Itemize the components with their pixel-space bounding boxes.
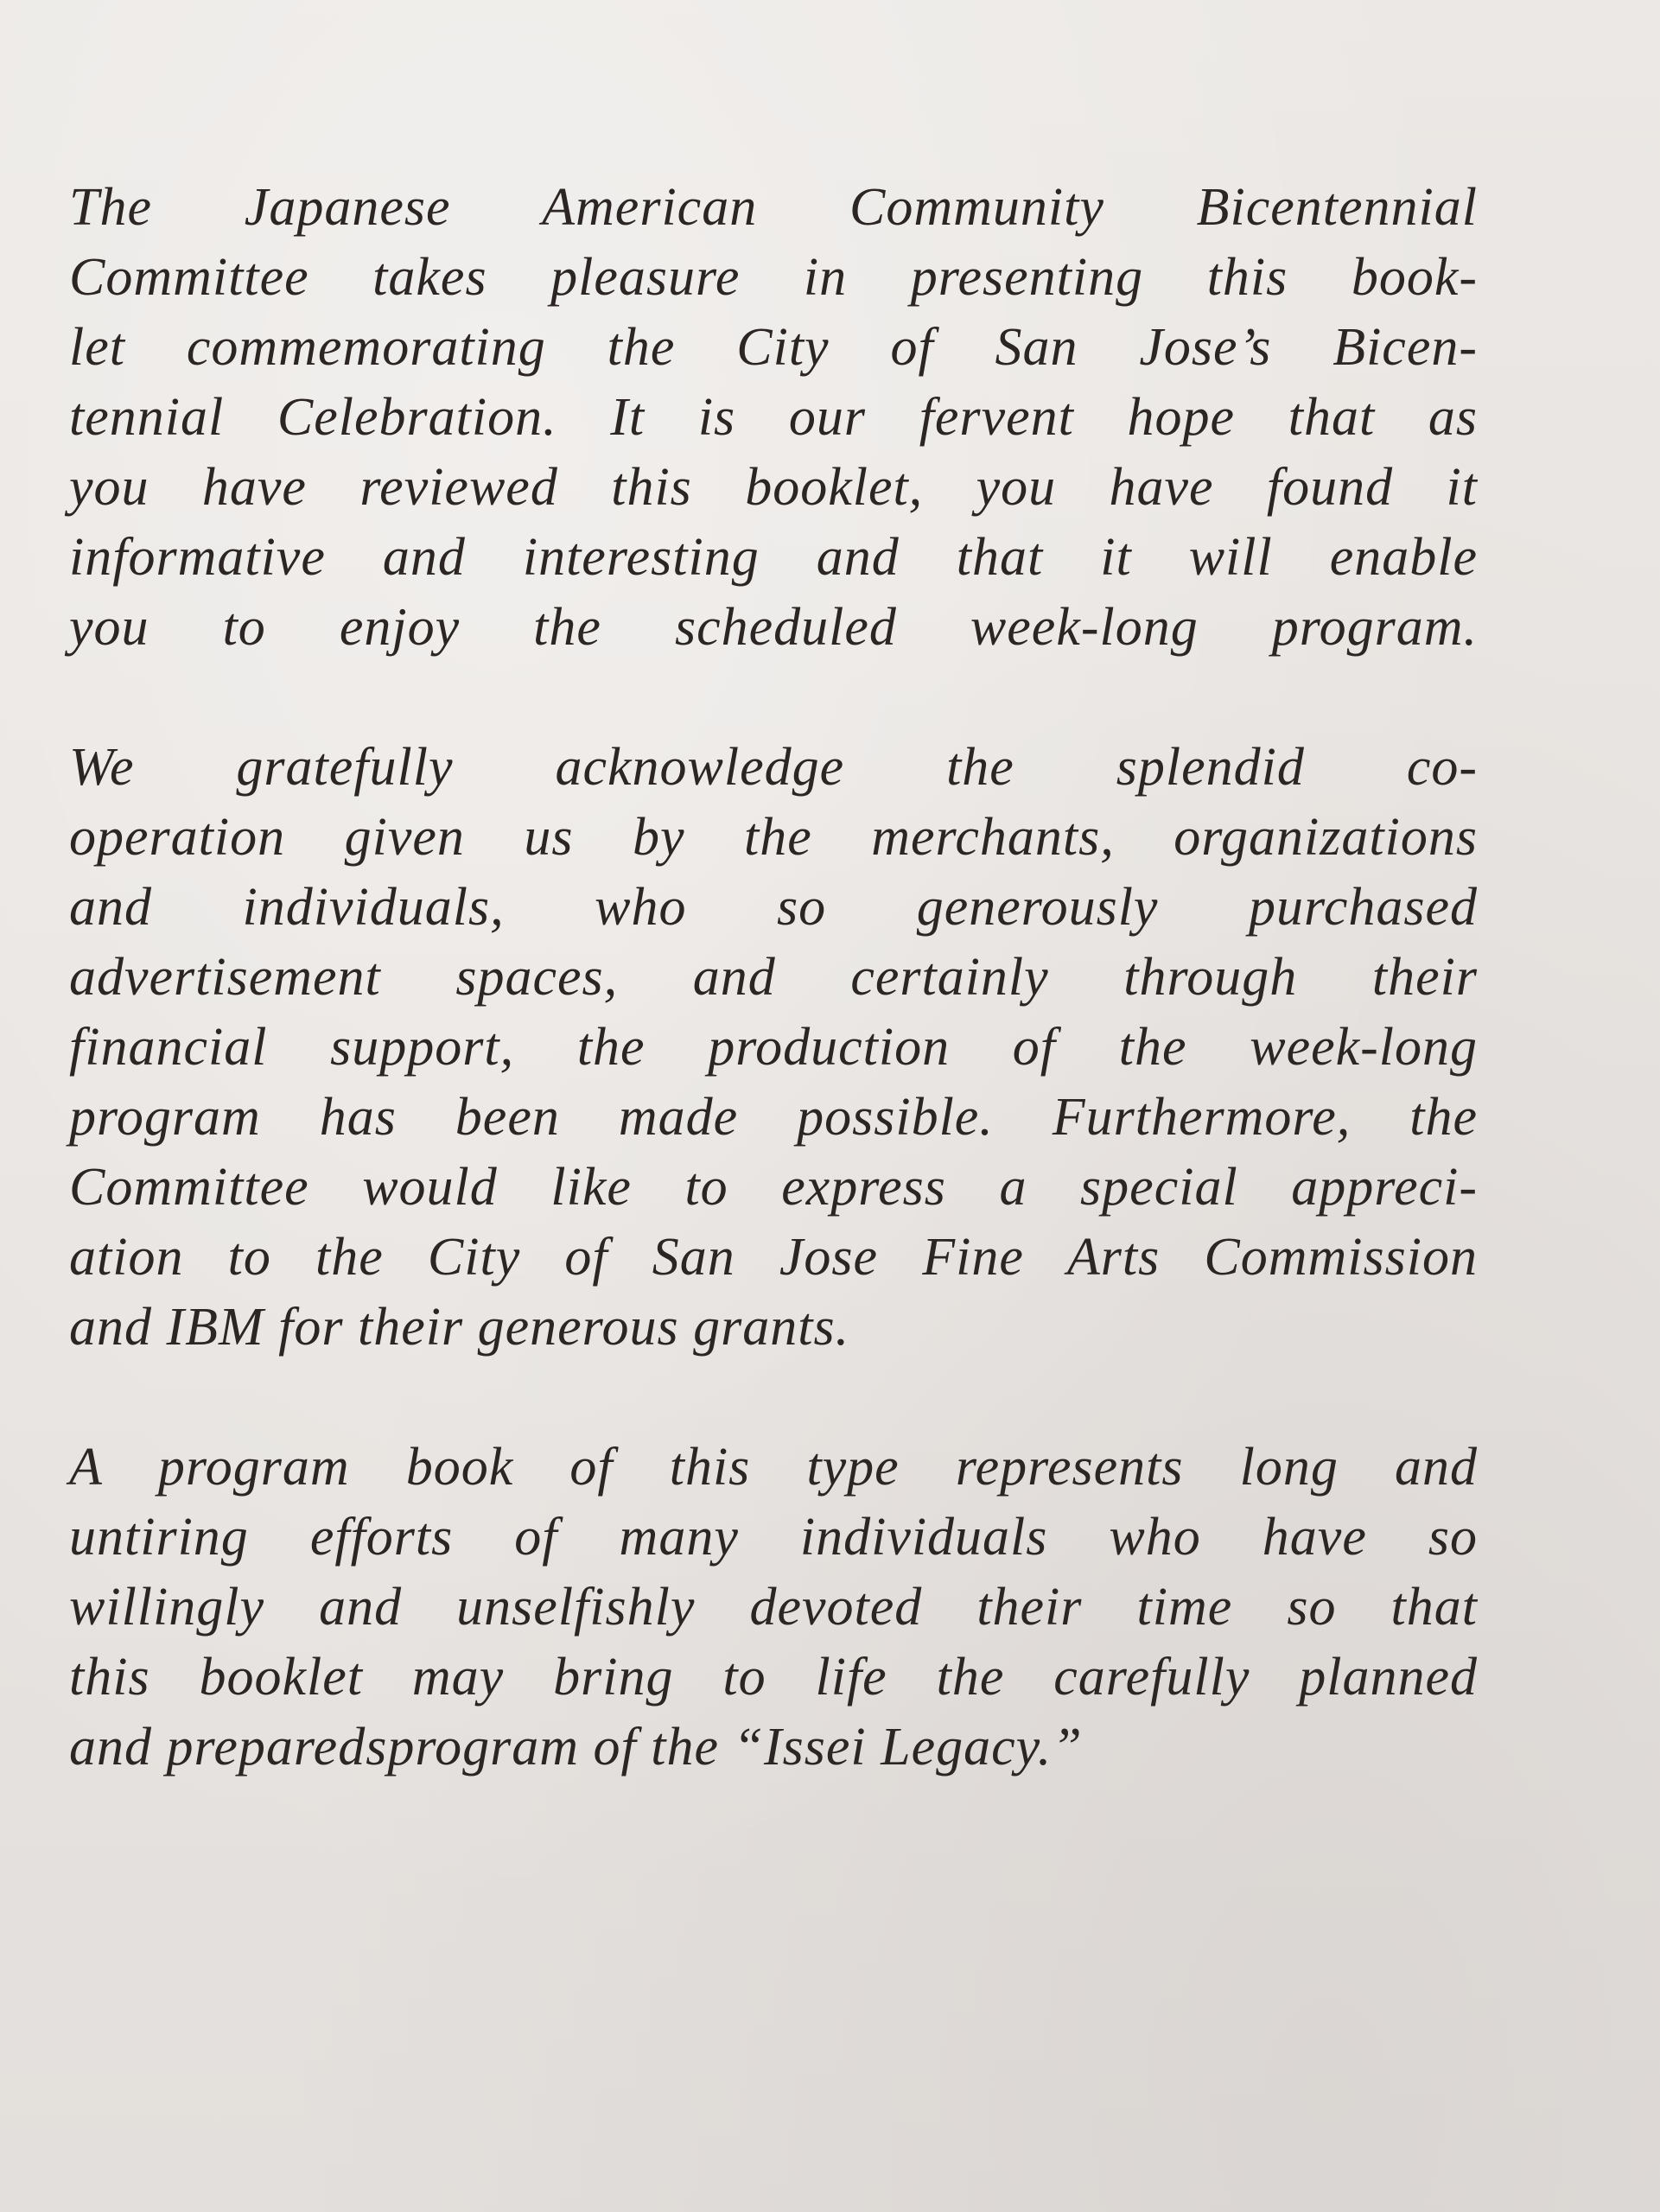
body-text — [69, 173, 1478, 1853]
text-line: informative and interesting and that it will enable — [69, 528, 1478, 587]
text-line: willingly and unselfishly devoted their time so that — [69, 1578, 1478, 1637]
paragraph-program-book — [69, 1433, 1478, 1783]
text-line: let commemorating the City of San Jose’s Bicen- — [69, 318, 1478, 377]
text-line: program has been made possible. Furthermore, the — [69, 1088, 1478, 1147]
text-line: advertisement spaces, and certainly through their — [69, 948, 1478, 1007]
paragraph-acknowledgement — [69, 733, 1478, 1363]
text-line: We gratefully acknowledge the splendid co- — [69, 738, 1478, 797]
text-line: Committee takes pleasure in presenting this book- — [69, 248, 1478, 307]
text-line: this booklet may bring to life the carefully planned — [69, 1648, 1478, 1707]
text-line: operation given us by the merchants, organizations — [69, 808, 1478, 867]
text-line: and IBM for their generous grants. — [69, 1298, 850, 1357]
paragraph-intro — [69, 173, 1478, 663]
text-line: untiring efforts of many individuals who have so — [69, 1508, 1478, 1567]
text-line: The Japanese American Community Bicentennial — [69, 178, 1478, 237]
text-line: tennial Celebration. It is our fervent hope that as — [69, 388, 1478, 447]
text-line: A program book of this type represents long and — [69, 1438, 1478, 1497]
text-line: Committee would like to express a special appreci- — [69, 1158, 1478, 1217]
text-line: ation to the City of San Jose Fine Arts Commission — [69, 1228, 1478, 1287]
text-line: and preparedsprogram of the “Issei Legacy.” — [69, 1718, 1083, 1777]
text-line: and individuals, who so generously purchased — [69, 878, 1478, 937]
text-line: you have reviewed this booklet, you have found it — [69, 458, 1478, 517]
text-line: you to enjoy the scheduled week-long program. — [69, 598, 1478, 657]
text-line: financial support, the production of the week-long — [69, 1018, 1478, 1077]
